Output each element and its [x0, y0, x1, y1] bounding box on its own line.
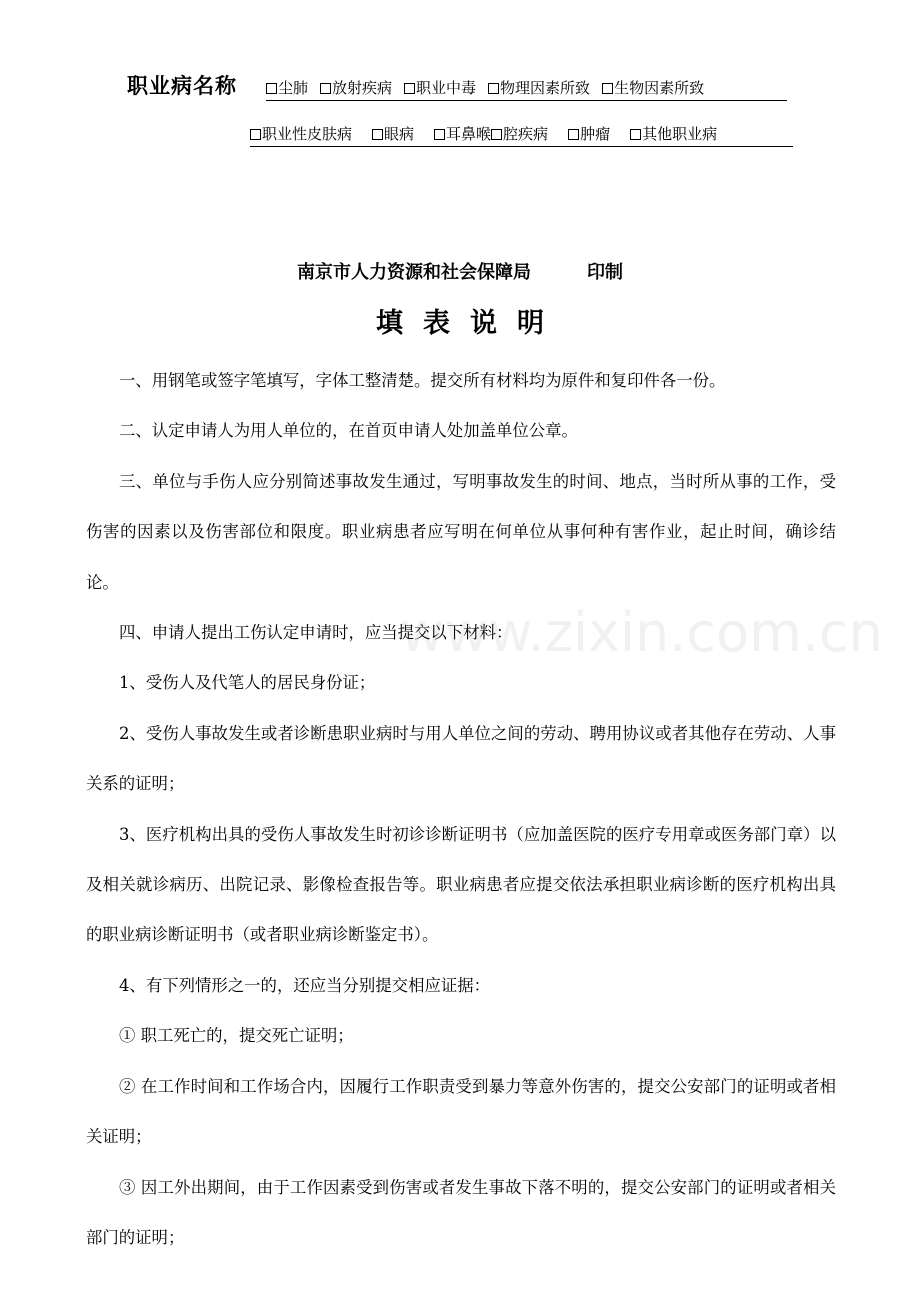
publisher-line: [0, 258, 920, 288]
option-label: 肿瘤: [580, 125, 611, 143]
checkbox-square-icon[interactable]: [602, 83, 613, 94]
checkbox-option-biological-factors[interactable]: [602, 78, 704, 98]
instructions-body: [86, 356, 836, 1263]
checkbox-option-tumor[interactable]: [568, 124, 610, 144]
instruction-paragraph: 2、受伤人事故发生或者诊断患职业病时与用人单位之间的劳动、聘用协议或者其他存在劳动、人事关系的证明；: [86, 723, 836, 794]
disease-options-row-1: [266, 76, 787, 101]
checkbox-square-icon[interactable]: [372, 129, 383, 140]
instruction-paragraph: ③ 因工外出期间，由于工作因素受到伤害或者发生事故下落不明的，提交公安部门的证明或者相关部门的证明；: [86, 1177, 836, 1247]
checkbox-option-radiation-disease[interactable]: [320, 78, 392, 98]
instruction-paragraph: 3、医疗机构出具的受伤人事故发生时初诊诊断证明书（应加盖医院的医疗专用章或医务部门章）以及相关就诊病历、出院记录、影像检查报告等。职业病患者应提交依法承担职业病诊断的医疗机构出具的职业病诊断证明书（或者职业病诊断鉴定书）。: [86, 824, 836, 945]
option-label: 放射疾病: [332, 79, 393, 97]
option-label: 其他职业病: [642, 125, 718, 143]
instruction-paragraph: 三、单位与手伤人应分别简述事故发生通过，写明事故发生的时间、地点，当时所从事的工作，受伤害的因素以及伤害部位和限度。职业病患者应写明在何单位从事何种有害作业，起止时间，确诊结论。: [86, 471, 836, 592]
checkbox-option-other-occupational-disease[interactable]: [630, 124, 717, 144]
checkbox-square-icon[interactable]: [266, 83, 277, 94]
instruction-paragraph: 1、受伤人及代笔人的居民身份证；: [119, 673, 376, 693]
checkbox-square-icon[interactable]: [491, 129, 502, 140]
checkbox-square-icon[interactable]: [488, 83, 499, 94]
option-label: 耳鼻喉: [446, 125, 492, 143]
checkbox-square-icon[interactable]: [434, 129, 445, 140]
checkbox-square-icon[interactable]: [630, 129, 641, 140]
checkbox-square-icon[interactable]: [404, 83, 415, 94]
instruction-paragraph: 4、有下列情形之一的，还应当分别提交相应证据：: [119, 975, 491, 995]
checkbox-option-physical-factors[interactable]: [488, 78, 590, 98]
checkbox-square-icon[interactable]: [250, 129, 261, 140]
instruction-paragraph: ② 在工作时间和工作场合内，因履行工作职责受到暴力等意外伤害的，提交公安部门的证明或者相关证明；: [86, 1076, 836, 1147]
occupational-disease-label: 职业病名称: [127, 74, 237, 98]
checkbox-option-occupational-poisoning[interactable]: [404, 78, 476, 98]
checkbox-square-icon[interactable]: [568, 129, 579, 140]
option-label: 眼病: [384, 125, 415, 143]
page-title: 填表说明: [376, 308, 564, 339]
option-label: 物理因素所致: [500, 79, 591, 97]
instruction-paragraph: 四、申请人提出工伤认定申请时，应当提交以下材料：: [119, 623, 513, 643]
checkbox-option-pneumoconiosis[interactable]: [266, 78, 308, 98]
publisher-action: 印制: [587, 262, 623, 283]
watermark-text: www.zixin.com.cn: [400, 601, 883, 664]
instruction-paragraph: ① 职工死亡的，提交死亡证明；: [119, 1026, 354, 1046]
option-label: 尘肺: [278, 79, 309, 97]
option-label: 生物因素所致: [614, 79, 705, 97]
publisher-org: 南京市人力资源和社会保障局: [297, 262, 531, 283]
option-label: 职业性皮肤病: [262, 125, 353, 143]
disease-options-row-2: [250, 122, 793, 147]
checkbox-option-eye-disease[interactable]: [372, 124, 414, 144]
checkbox-option-skin-disease[interactable]: [250, 124, 352, 144]
instruction-paragraph: 二、认定申请人为用人单位的，在首页申请人处加盖单位公章。: [119, 421, 578, 441]
option-label: 职业中毒: [416, 79, 477, 97]
instruction-paragraph: 一、用钢笔或签字笔填写，字体工整清楚。提交所有材料均为原件和复印件各一份。: [119, 371, 726, 390]
option-label: 腔疾病: [503, 125, 549, 143]
checkbox-square-icon[interactable]: [320, 83, 331, 94]
checkbox-option-ent-oral-disease[interactable]: [434, 124, 548, 144]
occupational-disease-section: [0, 0, 920, 160]
